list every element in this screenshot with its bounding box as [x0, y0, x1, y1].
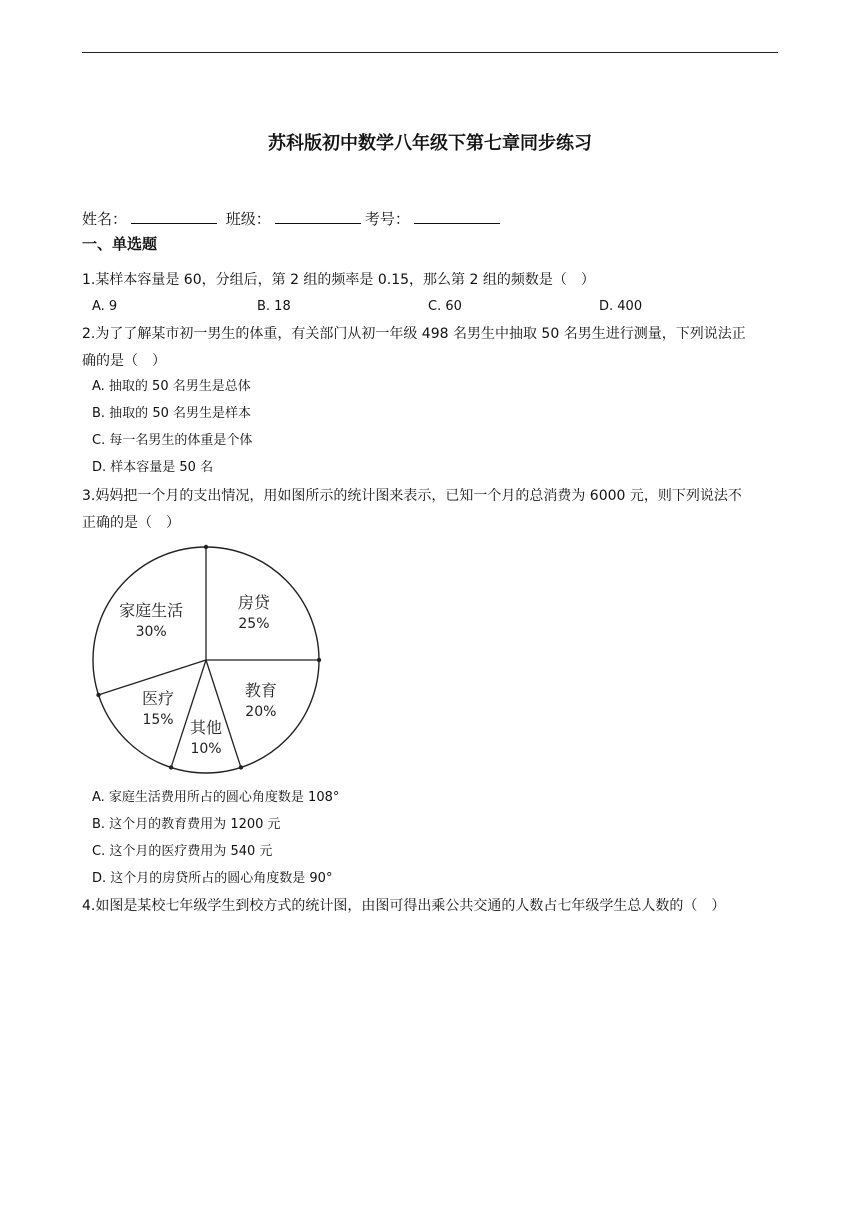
- q2-option-d: D. 样本容量是 50 名: [92, 460, 214, 475]
- pie-boundary-dot-mortgage: [204, 545, 208, 549]
- pie-label-other: 其他: [189, 717, 223, 737]
- q1-option-c: C. 60: [428, 299, 462, 314]
- question-4-stem: 4.如图是某校七年级学生到校方式的统计图，由图可得出乘公共交通的人数占七年级学生总人数的（ ）: [82, 898, 726, 914]
- q2-option-a: A. 抽取的 50 名男生是总体: [92, 379, 251, 394]
- pie-value-mortgage: 25%: [238, 616, 270, 633]
- id-label: 考号：: [364, 210, 410, 228]
- pie-value-medical: 15%: [142, 711, 174, 728]
- q1-option-d: D. 400: [599, 299, 643, 314]
- name-label: 姓名：: [82, 210, 128, 228]
- pie-boundary-dot-education: [317, 658, 321, 662]
- q2-option-c: C. 每一名男生的体重是个体: [92, 433, 253, 448]
- question-2-stem-line2: 确的是（ ）: [82, 353, 166, 369]
- student-info-line: [82, 209, 504, 229]
- pie-boundary-dot-medical: [169, 765, 173, 769]
- pie-value-education: 20%: [245, 703, 277, 720]
- id-blank: [414, 209, 500, 224]
- pie-boundary-dot-other: [239, 765, 243, 769]
- pie-label-household: 家庭生活: [119, 601, 184, 621]
- q3-option-b: B. 这个月的教育费用为 1200 元: [92, 817, 281, 832]
- class-label: 班级：: [225, 210, 271, 228]
- pie-value-other: 10%: [190, 740, 222, 757]
- question-1-stem: 1.某样本容量是 60，分组后，第 2 组的频率是 0.15，那么第 2 组的频数是（ ）: [82, 272, 595, 288]
- q3-option-c: C. 这个月的医疗费用为 540 元: [92, 844, 273, 859]
- question-2-stem-line1: 2.为了了解某市初一男生的体重，有关部门从初一年级 498 名男生中抽取 50 名男生进行测量，下列说法正: [82, 326, 746, 342]
- expense-pie-chart: [86, 540, 330, 780]
- pie-label-education: 教育: [244, 680, 277, 700]
- pie-label-medical: 医疗: [142, 688, 175, 708]
- header-rule: [82, 52, 778, 53]
- q1-option-b: B. 18: [257, 299, 291, 314]
- name-blank: [131, 209, 217, 224]
- pie-value-household: 30%: [135, 624, 167, 641]
- q2-option-b: B. 抽取的 50 名男生是样本: [92, 406, 251, 421]
- pie-boundary-dot-household: [96, 693, 100, 697]
- q1-option-a: A. 9: [92, 299, 118, 314]
- question-3-stem-line2: 正确的是（ ）: [82, 515, 180, 531]
- pie-label-mortgage: 房贷: [237, 593, 270, 613]
- question-3-stem-line1: 3.妈妈把一个月的支出情况，用如图所示的统计图来表示，已知一个月的总消费为 6000 元，则下列说法不: [82, 488, 742, 504]
- class-blank: [275, 209, 361, 224]
- q3-option-d: D. 这个月的房贷所占的圆心角度数是 90°: [92, 871, 333, 886]
- page-title: 苏科版初中数学八年级下第七章同步练习: [268, 133, 592, 154]
- q3-option-a: A. 家庭生活费用所占的圆心角度数是 108°: [92, 790, 340, 805]
- section-heading: 一、单选题: [82, 235, 158, 253]
